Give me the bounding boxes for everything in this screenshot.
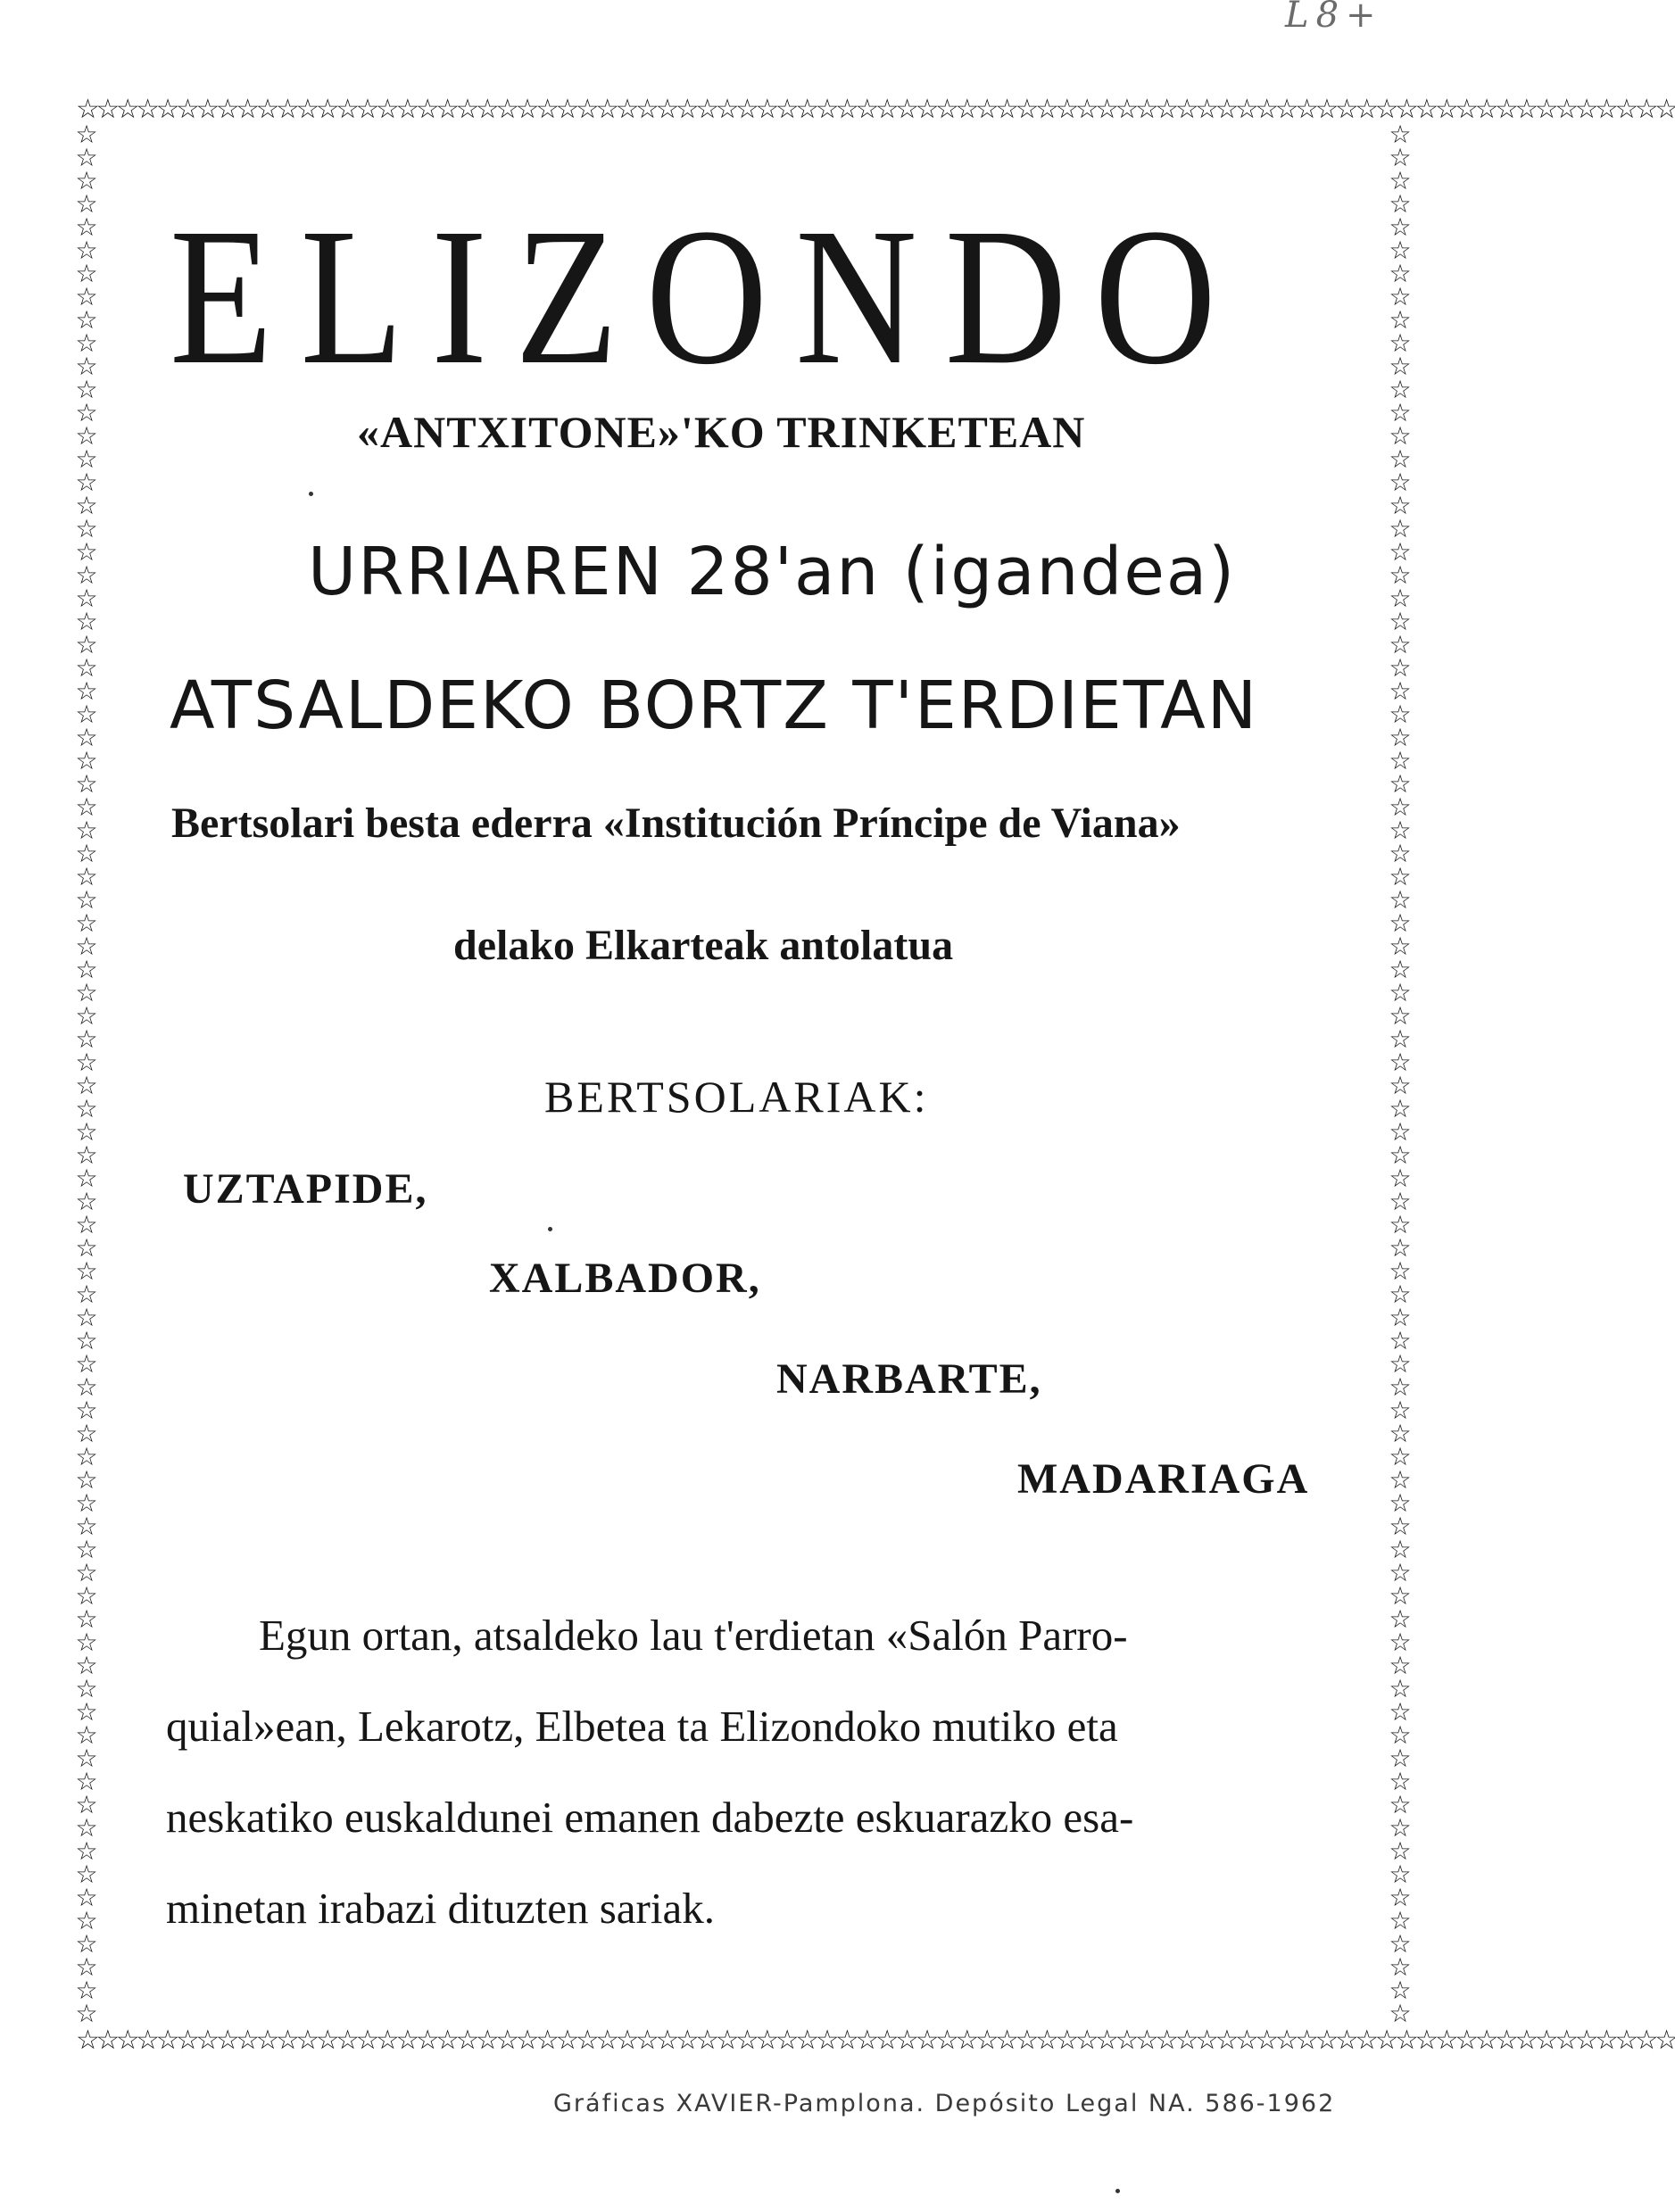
prize-paragraph	[166, 1590, 1308, 1954]
print-speck	[1115, 2189, 1120, 2193]
venue-line: «ANTXITONE»'KO TRINKETEAN	[357, 407, 1086, 457]
time-line: ATSALDEKO BORTZ T'ERDIETAN	[170, 667, 1259, 744]
printer-imprint: Gráficas XAVIER-Pamplona. Depósito Legal NA. 586-1962	[553, 2090, 1336, 2117]
paragraph-line: minetan irabazi dituzten sariak.	[166, 1884, 715, 1933]
poet-name: UZTAPIDE,	[183, 1165, 428, 1213]
poet-name: XALBADOR,	[489, 1255, 761, 1302]
paragraph-line: neskatiko euskaldunei emanen dabezte eskuarazko esa-	[166, 1793, 1134, 1842]
date-line: URRIAREN 28'an (igandea)	[308, 534, 1237, 610]
print-speck	[548, 1227, 552, 1231]
organizer-line-1: Bertsolari besta ederra «Institución Príncipe de Viana»	[171, 799, 1181, 847]
bertsolariak-heading: BERTSOLARIAK:	[544, 1072, 929, 1122]
print-speck	[309, 492, 313, 496]
star-border-top: ☆☆☆☆☆☆☆☆☆☆☆☆☆☆☆☆☆☆☆☆☆☆☆☆☆☆☆☆☆☆☆☆☆☆☆☆☆☆☆☆☆☆☆☆☆☆☆☆☆☆☆☆☆☆☆☆☆☆☆☆☆☆☆☆☆☆☆☆☆☆☆☆☆☆☆☆☆☆☆☆	[76, 94, 1675, 125]
paragraph-line: Egun ortan, atsaldeko lau t'erdietan «Salón Parro-	[259, 1611, 1128, 1660]
archive-handwritten-mark: L8+	[1285, 0, 1383, 36]
star-border-left: ☆☆☆☆☆☆☆☆☆☆☆☆☆☆☆☆☆☆☆☆☆☆☆☆☆☆☆☆☆☆☆☆☆☆☆☆☆☆☆☆☆☆☆☆☆☆☆☆☆☆☆☆☆☆☆☆☆☆☆☆☆☆☆☆☆☆☆☆☆☆☆☆☆☆☆☆☆☆☆☆☆☆	[75, 120, 98, 2028]
paragraph-line: quial»ean, Lekarotz, Elbetea ta Elizondoko mutiko eta	[166, 1702, 1118, 1751]
star-border-right: ☆☆☆☆☆☆☆☆☆☆☆☆☆☆☆☆☆☆☆☆☆☆☆☆☆☆☆☆☆☆☆☆☆☆☆☆☆☆☆☆☆☆☆☆☆☆☆☆☆☆☆☆☆☆☆☆☆☆☆☆☆☆☆☆☆☆☆☆☆☆☆☆☆☆☆☆☆☆☆☆☆☆	[1389, 120, 1412, 2028]
star-border-bottom: ☆☆☆☆☆☆☆☆☆☆☆☆☆☆☆☆☆☆☆☆☆☆☆☆☆☆☆☆☆☆☆☆☆☆☆☆☆☆☆☆☆☆☆☆☆☆☆☆☆☆☆☆☆☆☆☆☆☆☆☆☆☆☆☆☆☆☆☆☆☆☆☆☆☆☆☆☆☆☆☆	[76, 2025, 1675, 2056]
organizer-line-2: delako Elkarteak antolatua	[453, 922, 954, 969]
poster-title: ELIZONDO	[170, 187, 1244, 405]
poet-name: NARBARTE,	[776, 1355, 1042, 1403]
poet-name: MADARIAGA	[1017, 1455, 1310, 1503]
